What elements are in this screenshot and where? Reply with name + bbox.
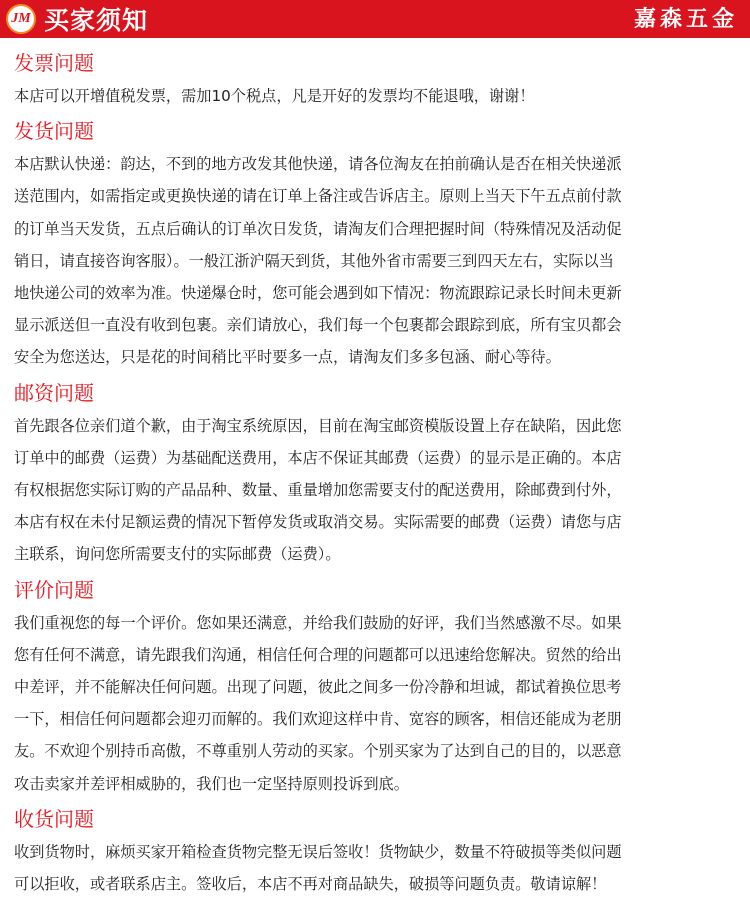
section-body (14, 836, 736, 900)
section-body (14, 607, 736, 800)
body-line: 送范围内，如需指定或更换快递的请在订单上备注或告诉店主。原则上当天下午五点前付款 (14, 187, 622, 206)
body-line: 安全为您送达，只是花的时间稍比平时要多一点，请淘友们多多包涵、耐心等待。 (14, 348, 561, 367)
body-line: 中差评，并不能解决任何问题。出现了问题，彼此之间多一份冷静和坦诚，都试着换位思考 (14, 678, 622, 697)
body-line: 可以拒收，或者联系店主。签收后，本店不再对商品缺失，破损等问题负责。敬请谅解！ (14, 875, 607, 894)
body-line: 攻击卖家并差评相威胁的，我们也一定坚持原则投诉到底。 (14, 774, 409, 793)
shop-logo-icon: JM (6, 4, 36, 34)
body-line: 我们重视您的每一个评价。您如果还满意，并给我们鼓励的好评，我们当然感激不尽。如果 (14, 613, 622, 632)
section-body (14, 410, 736, 571)
section-shipping (14, 114, 736, 373)
body-line: 本店默认快递：韵达，不到的地方改发其他快递，请各位淘友在拍前确认是否在相关快递派 (14, 155, 622, 174)
section-receiving (14, 802, 736, 900)
section-body (14, 80, 736, 112)
body-line: 销日，请直接咨询客服）。一般江浙沪隔天到货，其他外省市需要三到四天左右，实际以当 (14, 251, 614, 270)
header-bar (0, 0, 750, 38)
section-postage (14, 376, 736, 571)
page-title: 买家须知 (44, 6, 149, 35)
body-line: 收到货物时，麻烦买家开箱检查货物完整无误后签收！货物缺少，数量不符破损等类似问题 (14, 842, 622, 861)
section-invoice (14, 46, 736, 112)
body-line: 有权根据您实际订购的产品品种、数量、重量增加您需要支付的配送费用，除邮费到付外， (14, 481, 622, 500)
body-line: 一下，相信任何问题都会迎刃而解的。我们欢迎这样中肯、宽容的顾客，相信还能成为老朋 (14, 710, 622, 729)
body-line: 您有任何不满意，请先跟我们沟通，相信任何合理的问题都可以迅速给您解决。贸然的给出 (14, 645, 622, 664)
body-line: 首先跟各位亲们道个歉，由于淘宝系统原因，目前在淘宝邮资模版设置上存在缺陷，因此您 (14, 416, 622, 435)
body-line: 的订单当天发货，五点后确认的订单次日发货，请淘友们合理把握时间（特殊情况及活动促 (14, 219, 622, 238)
body-line: 订单中的邮费（运费）为基础配送费用，本店不保证其邮费（运费）的显示是正确的。本店 (14, 448, 622, 467)
section-title: 收货问题 (14, 806, 94, 831)
section-title: 发票问题 (14, 51, 94, 75)
section-title: 发货问题 (14, 119, 94, 144)
notice-content (0, 38, 750, 900)
body-line: 本店有权在未付足额运费的情况下暂停发货或取消交易。实际需要的邮费（运费）请您与店 (14, 513, 622, 532)
brand-name: 嘉森五金 (633, 6, 738, 32)
body-line: 友。不欢迎个别持币高傲，不尊重别人劳动的买家。个别买家为了达到自己的目的，以恶意 (14, 742, 622, 761)
body-line: 地快递公司的效率为准。快递爆仓时，您可能会遇到如下情况：物流跟踪记录长时间未更新 (14, 284, 622, 303)
section-title: 评价问题 (14, 577, 94, 602)
body-line: 主联系，询问您所需要支付的实际邮费（运费）。 (14, 545, 341, 564)
section-body (14, 148, 736, 373)
body-line: 显示派送但一直没有收到包裹。亲们请放心，我们每一个包裹都会跟踪到底，所有宝贝都会 (14, 316, 622, 335)
body-line: 本店可以开增值税发票，需加10个税点，凡是开好的发票均不能退哦，谢谢！ (14, 87, 535, 105)
section-title: 邮资问题 (14, 380, 94, 405)
section-review (14, 573, 736, 800)
